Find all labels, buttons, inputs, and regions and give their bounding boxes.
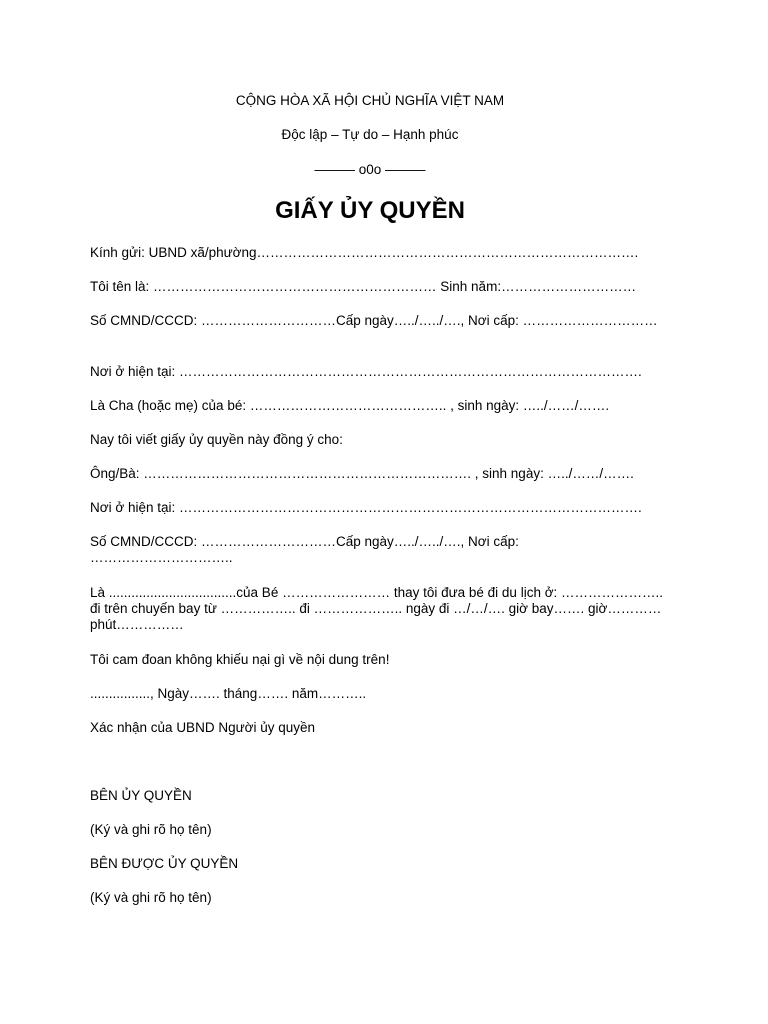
parent-line: Là Cha (hoặc mẹ) của bé: …………………………………….. , sinh ngày: …../……/……. xyxy=(90,398,610,413)
grantor-heading: BÊN ỦY QUYỀN xyxy=(90,788,192,803)
authorization-statement: Nay tôi viết giấy ủy quyền này đồng ý cho: xyxy=(90,432,343,447)
date-line: ................, Ngày……. tháng……. năm……….. xyxy=(90,686,367,701)
grantee-heading: BÊN ĐƯỢC ỦY QUYỀN xyxy=(90,856,239,871)
document-title: GIẤY ỦY QUYỀN xyxy=(275,197,465,224)
travel-details-paragraph: Là ..................................của Bé …………………… thay tôi đưa bé đi du lịch ở: ………………….. đi trên chuyến bay từ …………….. đi ……………….. ngày đi …/…/…. giờ bay……. giờ………… phút…………… xyxy=(90,585,664,632)
commitment-line: Tôi cam đoan không khiếu nại gì về nội dung trên! xyxy=(90,652,390,667)
authorized-person-line: Ông/Bà: ………………………………………………………………. , sinh ngày: …../……/……. xyxy=(90,466,634,481)
recipient-line: Kính gửi: UBND xã/phường…………………………………………………………………………. xyxy=(90,245,639,260)
confirmation-line: Xác nhận của UBND Người ủy quyền xyxy=(90,720,316,735)
authorized-id-card-line: Số CMND/CCCD: …………………………Cấp ngày…../…../…., Nơi cấp: ………………………….. xyxy=(90,534,519,565)
grantee-signature-note: (Ký và ghi rõ họ tên) xyxy=(90,890,212,905)
header-divider: ——— o0o ——— xyxy=(314,162,426,177)
grantor-signature-note: (Ký và ghi rõ họ tên) xyxy=(90,822,212,837)
authorized-residence-line: Nơi ở hiện tại: …………………………………………………………………………………………. xyxy=(90,500,642,515)
motto: Độc lập – Tự do – Hạnh phúc xyxy=(281,127,459,142)
national-title: CỘNG HÒA XÃ HỘI CHỦ NGHĨA VIỆT NAM xyxy=(235,93,505,108)
name-line: Tôi tên là: ……………………………………………………… Sinh năm:………………………… xyxy=(90,279,637,294)
id-card-line: Số CMND/CCCD: …………………………Cấp ngày…../…../…., Nơi cấp: ………………………… xyxy=(90,313,658,328)
residence-line: Nơi ở hiện tại: …………………………………………………………………………………………. xyxy=(90,364,642,379)
